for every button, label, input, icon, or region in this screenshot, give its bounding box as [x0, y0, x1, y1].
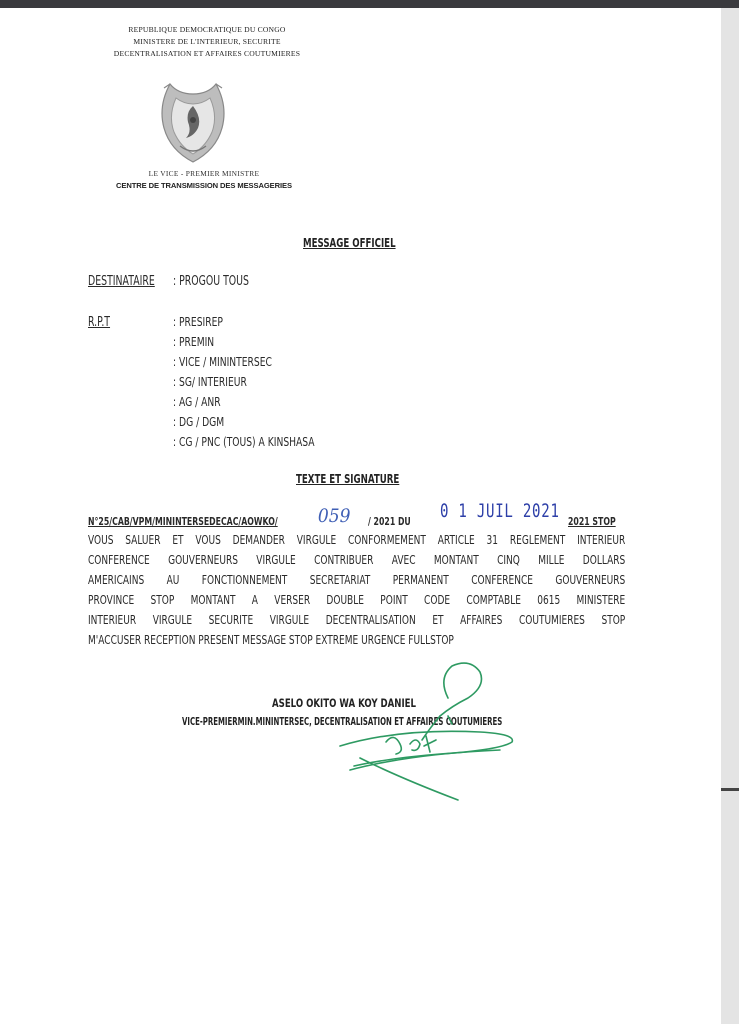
rpt-item: : CG / PNC (TOUS) A KINSHASA — [173, 434, 315, 449]
document-page — [0, 8, 721, 1024]
window-top-bar — [0, 0, 739, 8]
date-stamp: 0 1 JUIL 2021 — [440, 500, 560, 522]
body-line: M'ACCUSER RECEPTION PRESENT MESSAGE STOP EXTREME URGENCE FULLSTOP — [88, 633, 454, 647]
rpt-item: : PREMIN — [173, 334, 215, 349]
destinataire-value: : PROGOU TOUS — [173, 274, 249, 289]
message-officiel-title: MESSAGE OFFICIEL — [303, 236, 396, 250]
reference-prefix: N°25/CAB/VPM/MININTERSEDECAC/AOWKO/ — [88, 516, 278, 528]
rpt-label: R.P.T — [88, 315, 111, 330]
texte-signature-title: TEXTE ET SIGNATURE — [296, 472, 400, 486]
letterhead-department: DECENTRALISATION ET AFFAIRES COUTUMIERES — [113, 49, 301, 58]
vice-premier-line: LE VICE - PREMIER MINISTRE — [148, 169, 260, 178]
body-line: PROVINCE STOP MONTANT A VERSER DOUBLE POINT CODE COMPTABLE 0615 MINISTERE — [88, 593, 626, 607]
issuer-block — [104, 169, 304, 190]
rpt-item: : AG / ANR — [173, 394, 221, 409]
letterhead — [92, 24, 322, 60]
letterhead-ministry: MINISTERE DE L'INTERIEUR, SECURITE — [133, 37, 281, 46]
letterhead-country: REPUBLIQUE DEMOCRATIQUE DU CONGO — [128, 25, 286, 34]
coat-of-arms-emblem — [150, 76, 236, 166]
handwritten-signature — [330, 658, 530, 808]
handwritten-message-number: 059 — [317, 505, 351, 527]
rpt-item: : VICE / MININTERSEC — [173, 354, 272, 369]
rpt-item: : PRESIREP — [173, 314, 223, 329]
body-line: CONFERENCE GOUVERNEURS VIRGULE CONTRIBUER AVEC MONTANT CINQ MILLE DOLLARS — [88, 553, 626, 567]
transmission-centre-line: CENTRE DE TRANSMISSION DES MESSAGERIES — [116, 181, 292, 190]
body-line: AMERICAINS AU FONCTIONNEMENT SECRETARIAT PERMANENT CONFERENCE GOUVERNEURS — [88, 573, 626, 587]
destinataire-label: DESTINATAIRE — [88, 274, 155, 289]
rpt-item: : SG/ INTERIEUR — [173, 374, 247, 389]
edge-mark — [721, 788, 739, 791]
signatory-title: VICE-PREMIERMIN.MININTERSEC, DECENTRALISATION ET AFFAIRES COUTUMIERES — [182, 716, 503, 728]
reference-middle: / 2021 DU — [368, 516, 411, 528]
body-line: VOUS SALUER ET VOUS DEMANDER VIRGULE CONFORMEMENT ARTICLE 31 REGLEMENT INTERIEUR — [88, 533, 626, 547]
rpt-item: : DG / DGM — [173, 414, 225, 429]
body-line: INTERIEUR VIRGULE SECURITE VIRGULE DECENTRALISATION ET AFFAIRES COUTUMIERES STOP — [88, 613, 626, 627]
reference-suffix: 2021 STOP — [568, 516, 616, 528]
page-edge-strip — [721, 8, 739, 1024]
signatory-name: ASELO OKITO WA KOY DANIEL — [272, 696, 417, 710]
